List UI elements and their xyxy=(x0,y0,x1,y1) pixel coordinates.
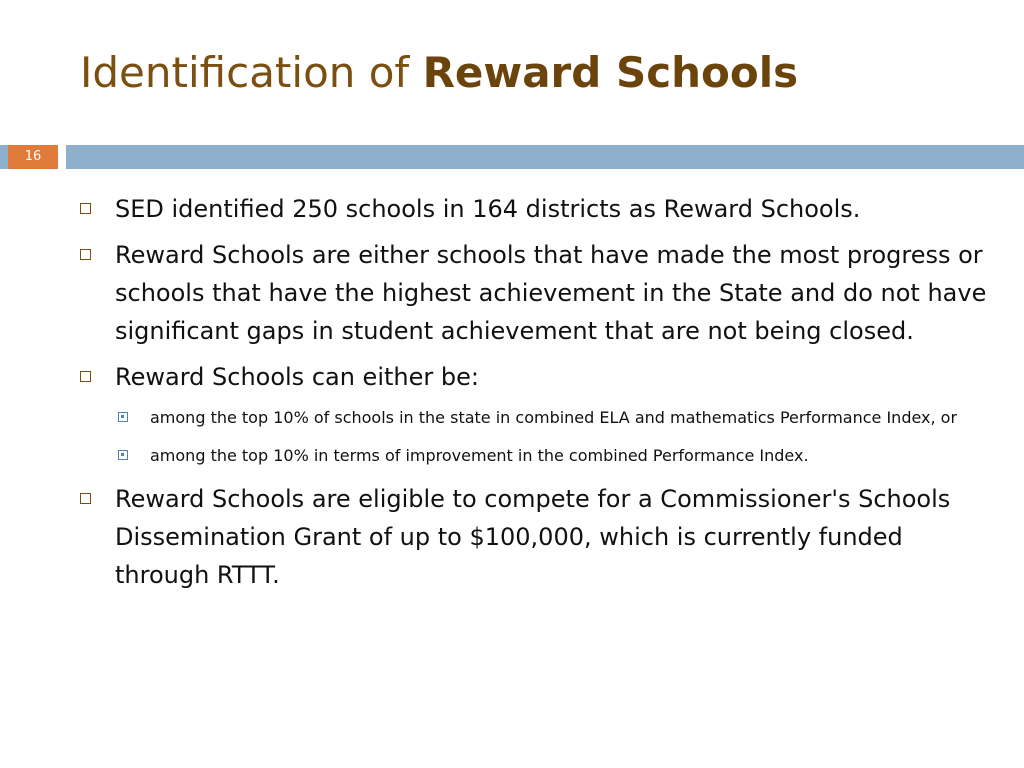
bullet-item xyxy=(80,236,995,350)
title-bold: Reward Schools xyxy=(422,48,799,97)
slide-title xyxy=(80,48,798,98)
square-bullet-icon xyxy=(80,493,91,504)
bullet-text: SED identified 250 schools in 164 districts as Reward Schools. xyxy=(115,195,861,223)
divider-bar-left xyxy=(0,145,8,169)
bullet-list xyxy=(80,190,995,396)
sub-bullet-text: among the top 10% of schools in the state in combined ELA and mathematics Performance Index, or xyxy=(150,408,958,427)
slide-content xyxy=(80,190,995,602)
bullet-item xyxy=(80,358,995,396)
divider-bar-right xyxy=(66,145,1024,169)
bullet-list xyxy=(80,480,995,594)
bullet-text: Reward Schools are eligible to compete for a Commissioner's Schools Dissemination Grant of up to $100,000, which is currently funded through RTTT. xyxy=(115,485,951,589)
square-dot-bullet-icon xyxy=(118,450,128,460)
slide-number: 16 xyxy=(8,145,58,169)
sub-bullet-list xyxy=(118,404,995,470)
sub-bullet-text: among the top 10% in terms of improvement in the combined Performance Index. xyxy=(150,446,809,465)
square-bullet-icon xyxy=(80,371,91,382)
sub-bullet-item xyxy=(118,404,995,432)
bullet-text: Reward Schools can either be: xyxy=(115,363,479,391)
bullet-text: Reward Schools are either schools that have made the most progress or schools that have the highest achievement in the State and do not have significant gaps in student achievement that are not being closed. xyxy=(115,241,987,345)
title-regular: Identification of xyxy=(80,48,410,97)
bullet-item xyxy=(80,480,995,594)
bullet-item xyxy=(80,190,995,228)
square-dot-bullet-icon xyxy=(118,412,128,422)
square-bullet-icon xyxy=(80,249,91,260)
sub-bullet-item xyxy=(118,442,995,470)
square-bullet-icon xyxy=(80,203,91,214)
